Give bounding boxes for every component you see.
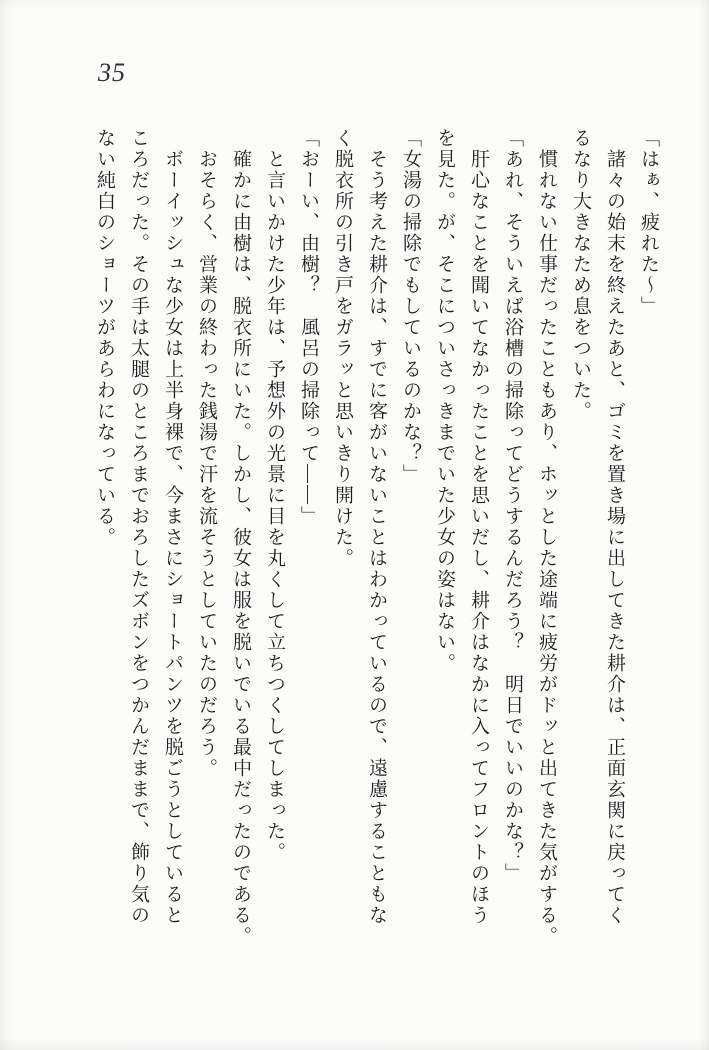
text-line: そう考えた耕介は、すでに客がいないことはわかっているので、遠慮することもな [366, 149, 387, 926]
text-line: 「はぁ、疲れた〜」 [638, 128, 659, 317]
text-line: 「おーい、由樹？ 風呂の掃除って――」 [298, 128, 319, 527]
body-text [87, 128, 665, 992]
text-line: 「あれ、そういえば浴槽の掃除ってどうするんだろう？ 明日でいいのかな？」 [502, 128, 523, 884]
text-line: 肝心なことを聞いてなかったことを思いだし、耕介はなかに入ってフロントのほう [468, 149, 489, 926]
text-line: 諸々の始末を終えたあと、ゴミを置き場に出してきた耕介は、正面玄関に戻ってく [604, 149, 625, 926]
text-line: おそらく、営業の終わった銭湯で汗を流そうとしていたのだろう。 [196, 149, 217, 779]
text-line: るなり大きなため息をついた。 [570, 128, 591, 422]
text-line: を見た。が、そこについさっきまでいた少女の姿はない。 [434, 128, 455, 674]
page-number: 35 [98, 58, 126, 87]
text-line: 「女湯の掃除でもしているのかな？」 [400, 128, 421, 485]
text-line: 慣れない仕事だったこともあり、ホッとした途端に疲労がドッと出てきた気がする。 [536, 149, 557, 947]
text-line: ボーイッシュな少女は上半身裸で、今まさにショートパンツを脱ごうとしていると [162, 149, 183, 926]
text-line: ない純白のショーツがあらわになっている。 [94, 128, 115, 548]
text-line: 確かに由樹は、脱衣所にいた。しかし、彼女は服を脱いでいる最中だったのである。 [230, 149, 251, 947]
text-line: と言いかけた少年は、予想外の光景に目を丸くして立ちつくしてしまった。 [264, 149, 285, 863]
text-line: く脱衣所の引き戸をガラッと思いきり開けた。 [332, 128, 353, 569]
text-line: ころだった。その手は太腿のところまでおろしたズボンをつかんだままで、飾り気の [128, 128, 149, 926]
